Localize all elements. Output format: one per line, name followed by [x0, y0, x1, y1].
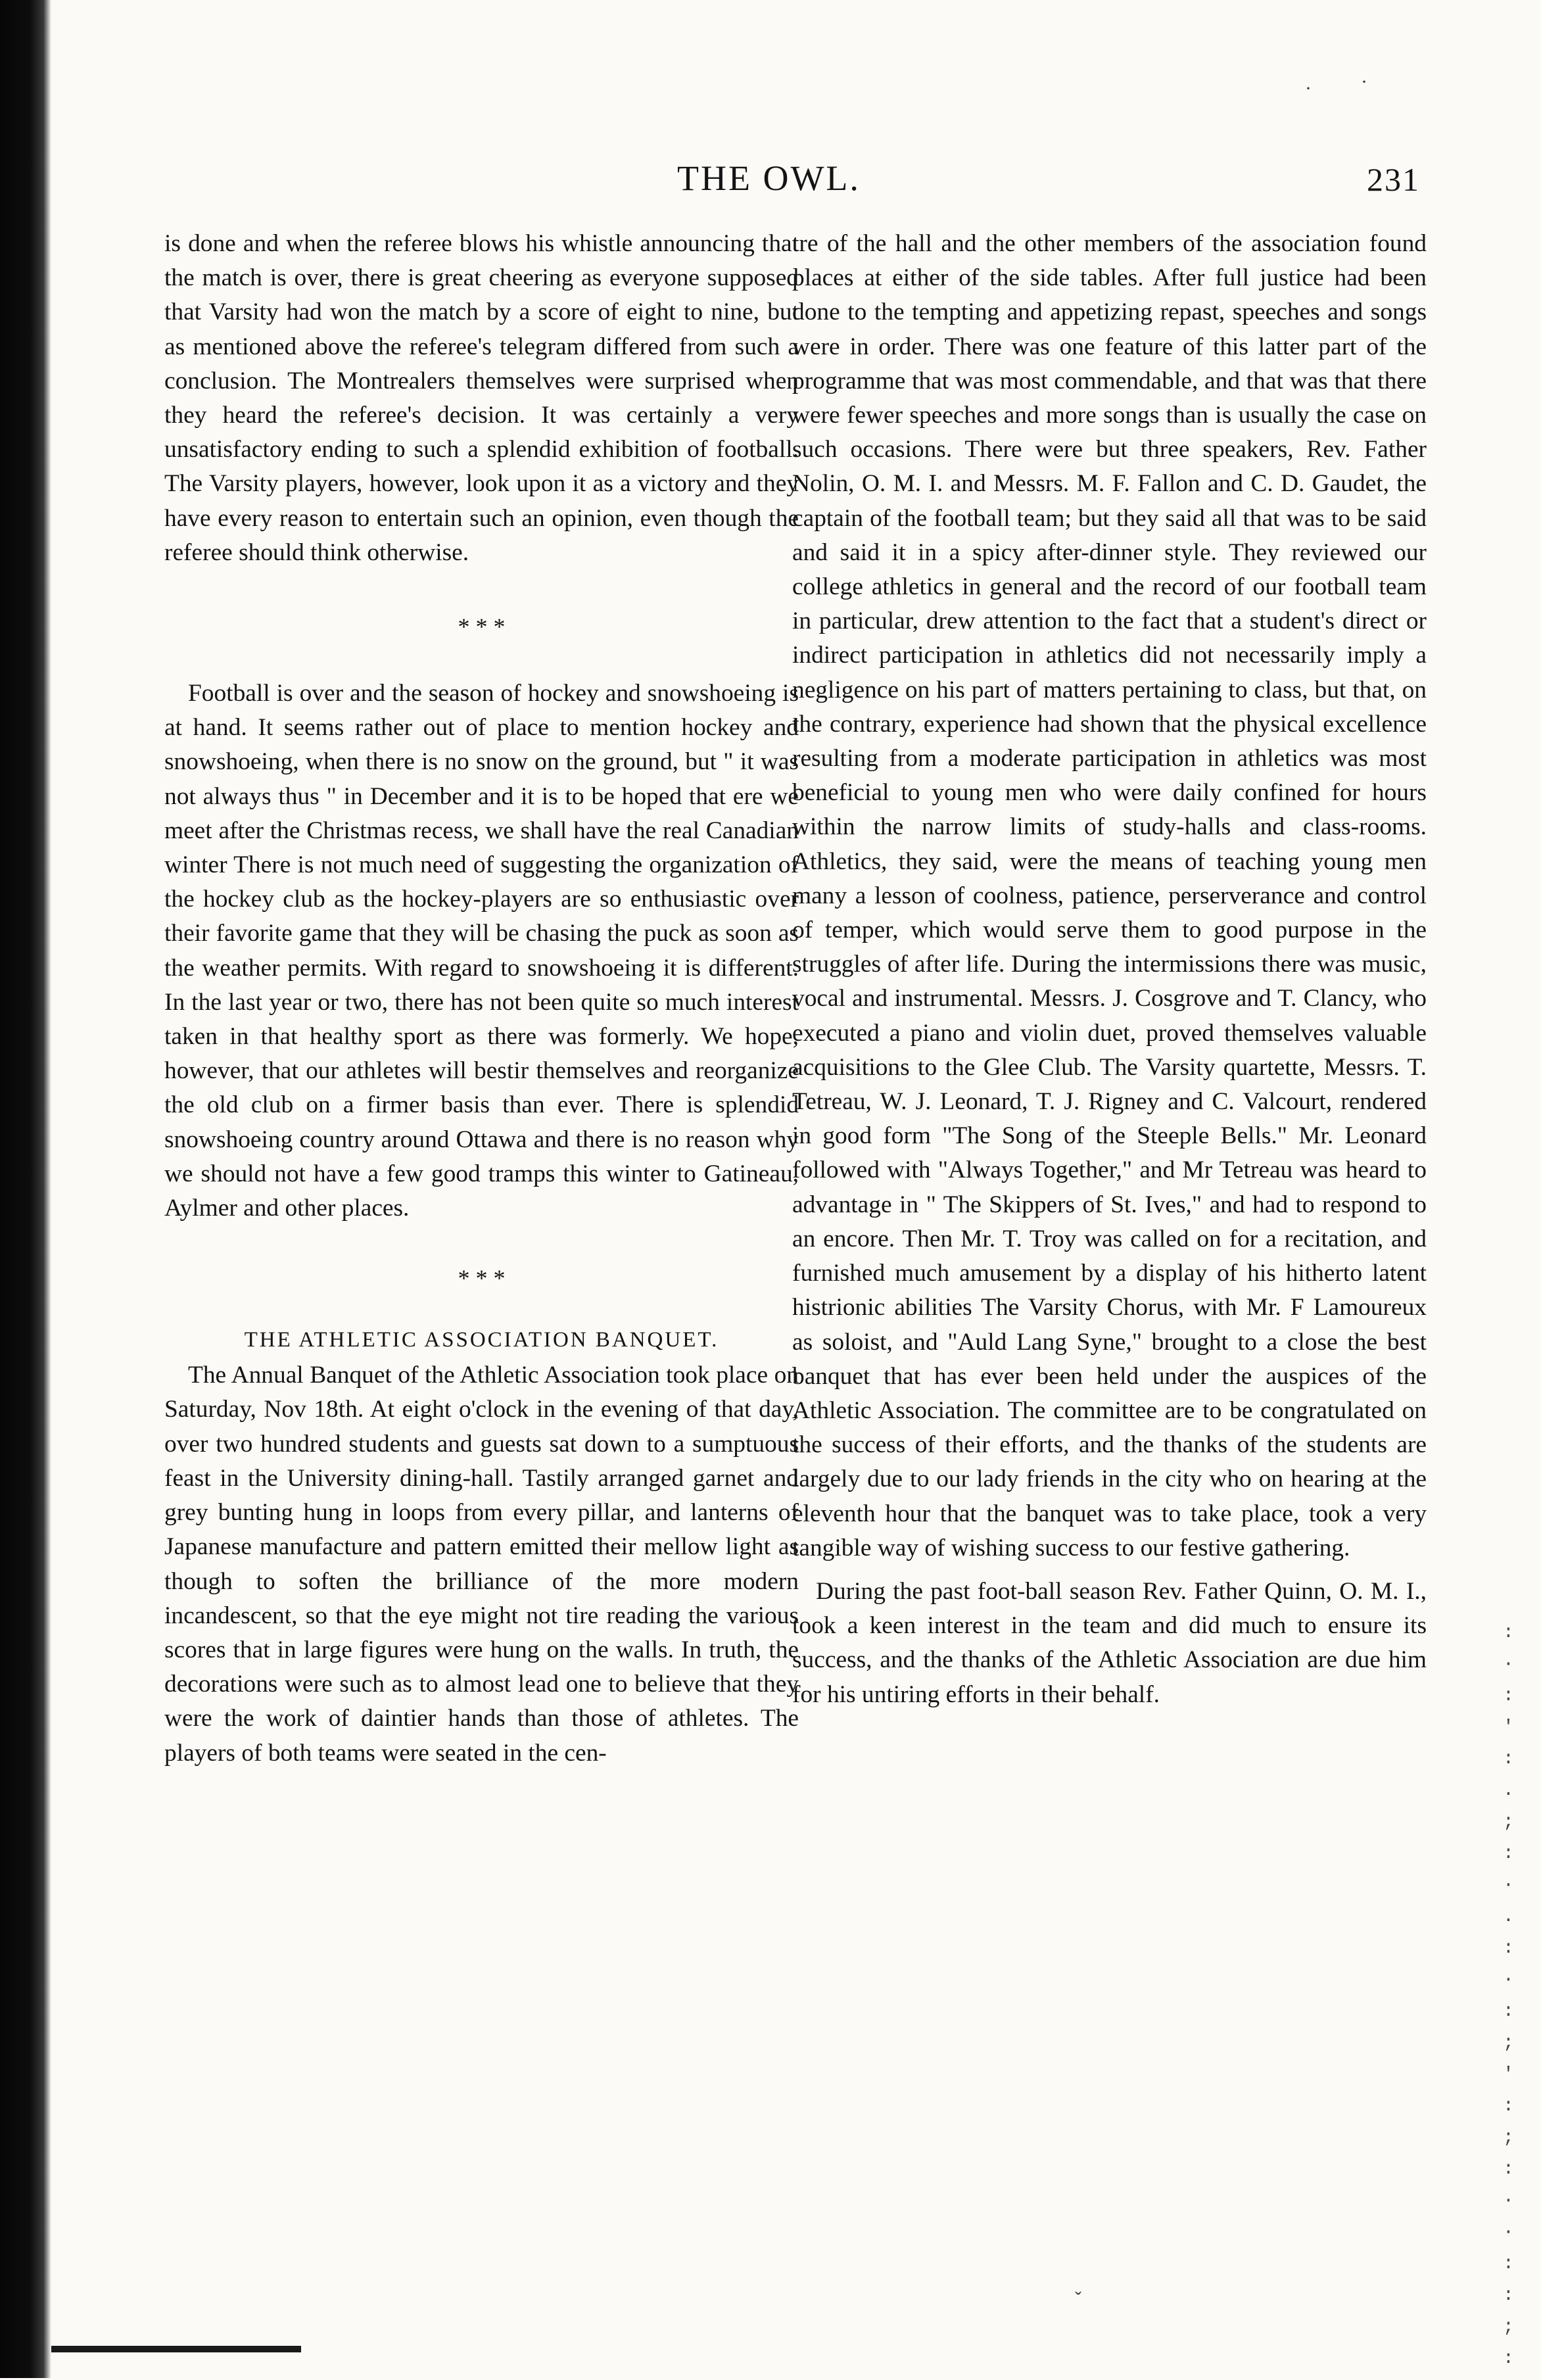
paragraph: is done and when the referee blows his whistle announcing that the match is over, there is great cheering as everyone supposed that Varsity had won the match by a score of eight to nine, but as mentioned above the referee's telegram differed from such a conclusion. The Montrealers themselves were surprised when they heard the referee's decision. It was certainly a very unsatisfactory ending to such a splendid exhibition of football. The Varsity players, however, look upon it as a victory and they have every reason to entertain such an opinion, even though the referee should think otherwise.	[164, 230, 799, 566]
scan-speck: ·	[1305, 78, 1312, 99]
paragraph: tre of the hall and the other members of the association found places at either of the side tables. After full justice had been done to the tempting and appetizing repast, speeches and songs were in order. There was one feature of this latter part of the programme that was most commendable, and that was that there were fewer speeches and more songs than is usually the case on such occasions. There were but three speakers, Rev. Father Nolin, O. M. I. and Messrs. M. F. Fallon and C. D. Gaudet, the captain of the football team; but they said all that was to be said and said it in a spicy after-dinner style. They reviewed our college athletics in general and the record of our football team in particular, drew attention to the fact that a student's direct or indirect participation in athletics did not necessarily imply a negligence on his part of matters pertaining to class, but that, on the contrary, experience had shown that the physical excellence resulting from a moderate participation in athletics was most beneficial to young men who were daily confined for hours within the narrow limits of study-halls and class-rooms. Athletics, they said, were the means of teaching young men many a lesson of coolness, patience, perserverance and control of temper, which would serve them to good purpose in the struggles of after life. During the intermissions there was music, vocal and instrumental. Messrs. J. Cosgrove and T. Clancy, who executed a piano and violin duet, proved themselves valuable acquisitions to the Glee Club. The Varsity quartette, Messrs. T. Tetreau, W. J. Leonard, T. J. Rigney and C. Valcourt, rendered in good form "The Song of the Steeple Bells." Mr. Leonard followed with "Always Together," and Mr Tetreau was heard to advantage in " The Skippers of St. Ives," and had to respond to an encore. Then Mr. T. Troy was called on for a recitation, and furnished much amusement by a display of his hitherto latent histrionic abilities The Varsity Chorus, with Mr. F Lamoureux as soloist, and "Auld Lang Syne," brought to a close the best banquet that has ever been held under the auspices of the Athletic Association. The committee are to be congratulated on the success of their efforts, and the thanks of the students are largely due to our lady friends in the city who on hearing at the eleventh hour that the banquet was to take place, took a very tangible way of wishing success to our festive gathering.	[792, 230, 1427, 1561]
scan-speck: ·	[1361, 71, 1367, 93]
left-column	[164, 227, 799, 1771]
header-title: THE OWL.	[677, 158, 861, 198]
section-heading: THE ATHLETIC ASSOCIATION BANQUET.	[244, 1328, 719, 1352]
paragraph: During the past foot-ball season Rev. Father Quinn, O. M. I., took a keen interest in the team and did much to ensure its success, and the thanks of the Athletic Association are due him for his untiring efforts in their behalf.	[792, 1577, 1427, 1708]
asterism: * * *	[458, 1265, 506, 1292]
scan-speck: ˇ	[1075, 2288, 1081, 2310]
asterism: * * *	[458, 613, 506, 640]
binding-edge	[0, 0, 51, 2378]
scan-noise: : · : ' : . ; : · . : · : ; ' : ; : · · : : ; :	[1503, 1623, 1514, 2369]
page-number: 231	[1367, 161, 1420, 198]
paragraph: The Annual Banquet of the Athletic Association took place on Saturday, Nov 18th. At eight o'clock in the evening of that day, over two hundred students and guests sat down to a sumptuous feast in the University dining-hall. Tastily arranged garnet and grey bunting hung in loops from every pillar, and lanterns of Japanese manufacture and pattern emitted their mellow light as though to soften the brilliance of the more modern incandescent, so that the eye might not tire reading the various scores that in large figures were hung on the walls. In truth, the decorations were such as to almost lead one to believe that they were the work of daintier hands than those of athletes. The players of both teams were seated in the cen-	[164, 1362, 799, 1767]
bottom-rule	[51, 2346, 301, 2352]
paragraph: Football is over and the season of hockey and snowshoeing is at hand. It seems rather out of place to mention hockey and snowshoeing, when there is no snow on the ground, but " it was not always thus " in December and it is to be hoped that ere we meet after the Christmas recess, we shall have the real Canadian winter There is not much need of suggesting the organization of the hockey club as the hockey-players are so enthusiastic over their favorite game that they will be chasing the puck as soon as the weather permits. With regard to snowshoeing it is different. In the last year or two, there has not been quite so much interest taken in that healthy sport as there was formerly. We hope, however, that our athletes will bestir themselves and reorganize the old club on a firmer basis than ever. There is splendid snowshoeing country around Ottawa and there is no reason why we should not have a few good tramps this winter to Gatineau, Aylmer and other places.	[164, 680, 799, 1222]
right-column	[792, 227, 1427, 1712]
running-header	[105, 158, 1420, 204]
